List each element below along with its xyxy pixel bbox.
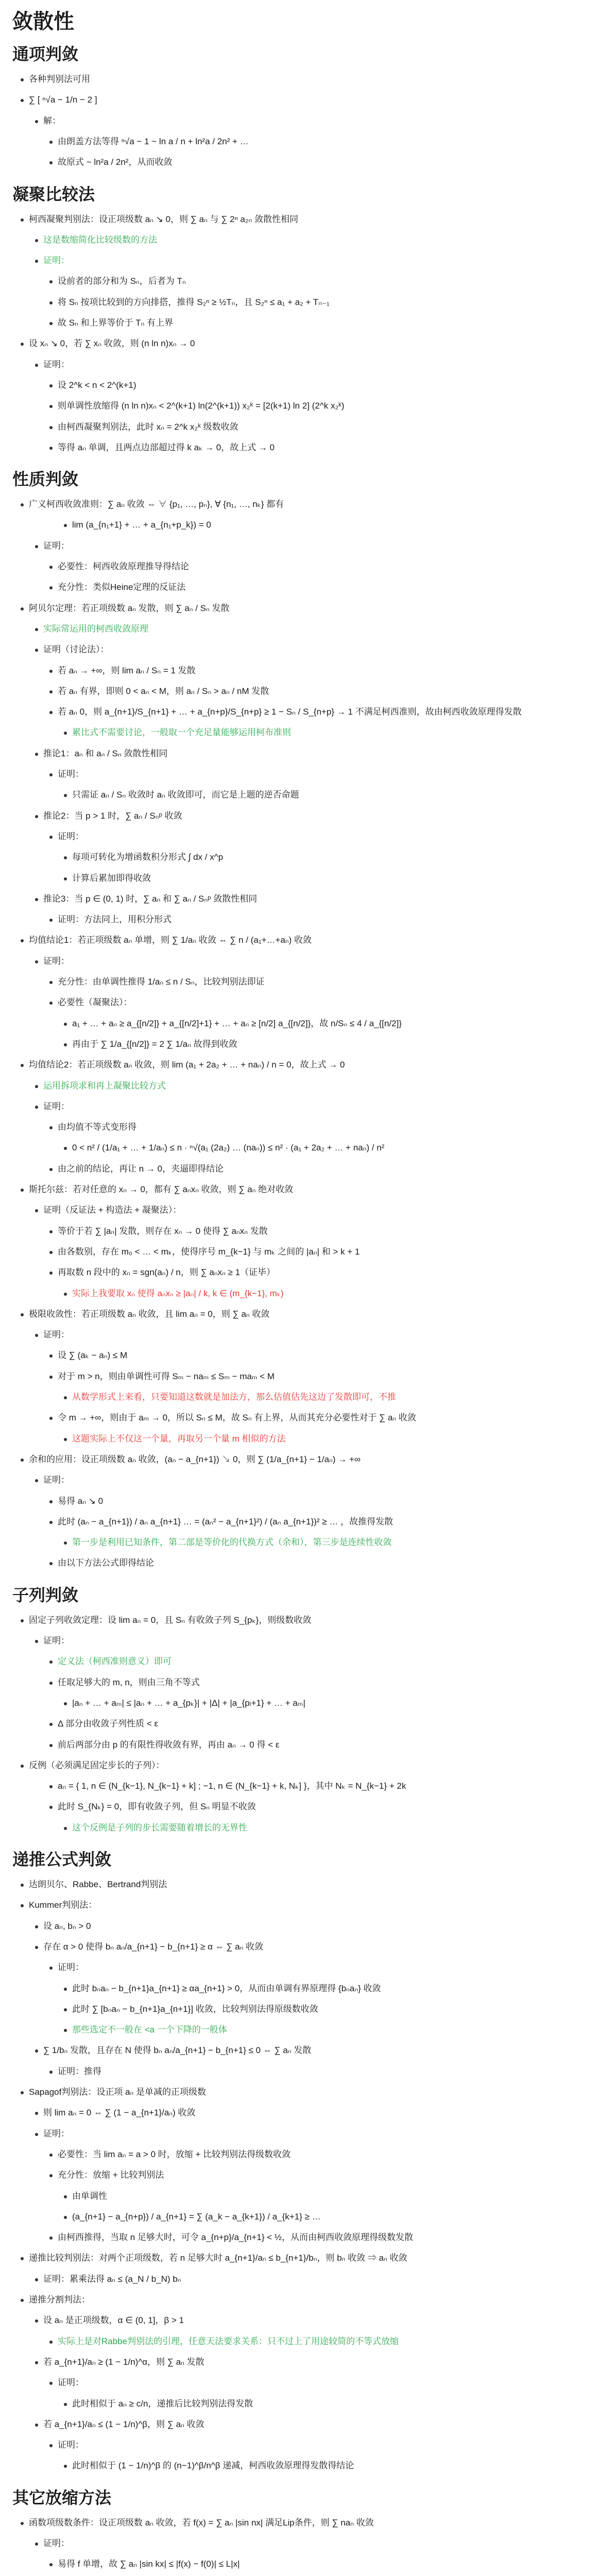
list-item: 将 Sₙ 按项比较到的方向排搭，推得 S₂ⁿ ≥ ½Tₙ，且 S₂ⁿ ≤ a₁ + a₂ + Tₙ₋₁ [58, 297, 330, 307]
list-bullet [49, 1967, 53, 1970]
list-item: 设 aₙ, bₙ > 0 [43, 1921, 91, 1931]
list-bullet [64, 1396, 67, 1399]
list-item: 若 aₙ 有界，即则 0 < aₙ < M，则 aₙ / Sₙ > aₙ / nM 发散 [58, 686, 269, 696]
list-item: 故 Sₙ 和上界等价于 Tₙ 有上界 [58, 318, 174, 328]
list-item: 实际上我要取 xₙ 使得 aₙxₙ ≥ |aₙ| / k, k ∈ (m_{k−1}, mₖ) [72, 1288, 284, 1298]
list-item: 由均值不等式变形得 [58, 1122, 136, 1132]
list-item: 推论3：当 p ∈ (0, 1) 时，∑ aₙ 和 ∑ aₙ / Sₙᵖ 敛散性相同 [43, 893, 258, 904]
list-bullet [49, 447, 53, 450]
list-bullet [49, 1682, 53, 1685]
list-bullet [64, 1827, 67, 1830]
list-bullet [49, 1168, 53, 1171]
list-bullet [35, 1479, 38, 1482]
list-item: 证明： [43, 1636, 70, 1646]
list-bullet [64, 732, 67, 735]
list-bullet [35, 628, 38, 631]
list-bullet [35, 2424, 38, 2427]
list-item: 由朗盖方法等得 ⁿ√a − 1 ~ ln a / n + ln²a / 2n² + … [58, 136, 249, 146]
list-bullet [64, 877, 67, 880]
list-item: 每项可转化为增函数积分形式 ∫ dx / x^p [72, 852, 224, 862]
list-item: 充分性：由单调性推得 1/aₙ ≤ n / Sₙ，比较判别法即证 [58, 977, 265, 987]
list-bullet [35, 753, 38, 756]
list-item: 易得 aₙ ↘ 0 [58, 1496, 104, 1506]
list-item: Δ 部分由收敛子列性质 < ε [58, 1719, 159, 1729]
list-item: 各种判别法可用 [29, 74, 90, 84]
list-bullet [64, 1023, 67, 1026]
list-bullet [49, 670, 53, 673]
list-item: |aₙ + … + aₘ| ≤ |aₙ + … + a_{pₖ}| + |Δ| + |a_{pₗ+1} + … + aₘ| [72, 1698, 305, 1708]
list-item: 由柯西凝聚判别法，此时 xₙ = 2^k x₂ᵏ 级数收敛 [58, 421, 238, 432]
list-bullet [21, 1189, 24, 1192]
list-item: Kummer判别法： [29, 1900, 97, 1910]
list-item: 此时相似于 (1 − 1/n)^β 的 (n−1)^β/n^β 递减，柯西收敛原理得发散得结论 [72, 2461, 354, 2471]
list-item: 若 a_{n+1}/aₙ ≤ (1 − 1/n)^β，则 ∑ aₙ 收敛 [43, 2419, 204, 2429]
list-bullet [64, 1438, 67, 1441]
list-item: 推论1：aₙ 和 aₙ / Sₙ 敛散性相同 [43, 748, 168, 758]
list-item: 此时 S_{Nₖ} = 0，即有收敛子列，但 Sₙ 明显不收敛 [58, 1802, 256, 1812]
list-item: 均值结论2：若正项级数 aₙ 收敛，则 lim (a₁ + 2a₂ + … + naₙ) / n = 0，故上式 → 0 [29, 1060, 345, 1070]
list-bullet [64, 856, 67, 859]
list-bullet [35, 1209, 38, 1212]
list-item: ∑ [ ⁿ√a − 1/n − 2 ] [29, 95, 97, 105]
list-item: 余和的应用：设正项级数 aₙ 收敛，(aₙ − a_{n+1}) ↘ 0，则 ∑ (1/a_{n+1} − 1/aₙ) → +∞ [29, 1454, 361, 1464]
list-item: 证明： [43, 956, 70, 966]
list-item: 此时 (aₙ − a_{n+1}) / aₙ a_{n+1} … = (aₙ² − a_{n+1}²) / (aₙ a_{n+1})² ≥ … ，故推得发散 [58, 1516, 393, 1527]
list-bullet [49, 322, 53, 325]
list-bullet [49, 141, 53, 144]
list-bullet [49, 1251, 53, 1254]
list-item: 极限收敛性：若正项级数 aₙ 收敛，且 lim aₙ = 0，则 ∑ aₙ 收敛 [29, 1309, 270, 1319]
list-item: 递推比较判别法：对两个正项级数，若 n 足够大时 a_{n+1}/aₙ ≤ b_{n+1}/bₙ，则 bₙ 收敛 ⇒ aₙ 收敛 [29, 2253, 407, 2263]
list-bullet [49, 1417, 53, 1420]
list-bullet [49, 1230, 53, 1233]
list-bullet [49, 161, 53, 164]
list-bullet [49, 1272, 53, 1275]
list-bullet [64, 1043, 67, 1046]
list-bullet [49, 1562, 53, 1565]
list-item: 必要性（凝聚法）： [58, 997, 132, 1008]
list-bullet [64, 1147, 67, 1150]
list-bullet [35, 2133, 38, 2136]
list-bullet [64, 1293, 67, 1296]
list-bullet [35, 1925, 38, 1928]
list-item: 此时 bₙaₙ − b_{n+1}a_{n+1} ≥ αa_{n+1} > 0，从而由单调有界原理得 {bₙaₙ} 收敛 [72, 1983, 381, 1993]
list-item: 由柯西推得，当取 n 足够大时，可令 a_{n+p}/a_{n+1} < ½，从而由柯西收敛原理得级数发散 [58, 2232, 414, 2243]
list-bullet [35, 239, 38, 242]
list-item: 则 lim aₙ = 0 ⇔ ∑ (1 − a_{n+1}/aₙ) 收敛 [43, 2108, 196, 2118]
list-bullet [21, 99, 24, 102]
list-item: Sapagof判别法：设正项 aₙ 是单减的正项级数 [29, 2087, 207, 2097]
list-item: 达朗贝尔、Rabbe、Bertrand判别法 [29, 1879, 167, 1889]
list-item: 设 2^k < n < 2^(k+1) [58, 380, 136, 390]
list-item: 充分性：类似Heine定理的反证法 [58, 582, 186, 592]
list-bullet [64, 2008, 67, 2011]
list-item: 证明： [43, 1475, 70, 1485]
list-item: 若 a_{n+1}/aₙ ≥ (1 − 1/n)^α，则 ∑ aₙ 发散 [43, 2357, 204, 2367]
list-bullet [35, 649, 38, 652]
list-bullet [35, 2112, 38, 2115]
list-bullet [49, 1521, 53, 1524]
list-bullet [49, 301, 53, 304]
list-bullet [49, 1126, 53, 1129]
list-bullet [49, 836, 53, 839]
list-bullet [49, 919, 53, 922]
list-bullet [49, 1376, 53, 1379]
list-bullet [35, 1106, 38, 1109]
list-bullet [21, 1765, 24, 1768]
list-item: 证明： [58, 831, 84, 841]
list-item: 此时相似于 aₙ ≥ c/n，递推后比较判别法得发散 [72, 2398, 253, 2409]
list-item: 解： [43, 115, 61, 126]
section-heading: 递推公式判敛 [12, 1850, 112, 1869]
list-bullet [49, 1660, 53, 1664]
list-item: 由各数别，存在 m₀ < … < mₖ，使得序号 m_{k−1} 与 mₖ 之间的 |aₙ| 和 > k + 1 [58, 1246, 360, 1257]
section-heading: 其它放缩方法 [12, 2488, 112, 2507]
list-bullet [49, 1785, 53, 1788]
list-item: 证明： [58, 769, 84, 779]
list-bullet [49, 1354, 53, 1358]
section-heading: 子列判敛 [12, 1585, 79, 1604]
list-bullet [35, 2278, 38, 2281]
list-item: 等价于若 ∑ |aₙ| 发散，则存在 xₙ → 0 使得 ∑ aₙxₙ 发散 [58, 1226, 268, 1236]
list-item: 证明： [58, 2378, 84, 2388]
list-bullet [49, 384, 53, 387]
list-item: 故原式 ~ ln²a / 2n²，从而收敛 [58, 157, 173, 167]
list-bullet [21, 343, 24, 346]
list-item: 实际常运用的柯西收敛原理 [43, 623, 148, 634]
list-bullet [35, 364, 38, 367]
list-bullet [49, 2341, 53, 2344]
list-item: a₁ + … + aₙ ≥ a_{[n/2]} + a_{[n/2]+1} + … + aₙ ≥ [n/2] a_{[n/2]}，故 n/Sₙ ≤ 4 / a_{[n/2]} [72, 1018, 402, 1028]
list-item: 证明： [43, 2538, 70, 2548]
list-item: 0 < n² / (1/a₁ + … + 1/aₙ) ≤ n · ⁿ√(a₁ (2a₂) … (naₙ)) ≤ n² · (a₁ + 2a₂ + … + naₙ) / n² [72, 1143, 385, 1153]
list-item: 由以下方法公式即得结论 [58, 1558, 154, 1568]
list-bullet [64, 1988, 67, 1991]
list-bullet [21, 1064, 24, 1067]
list-item: 证明： [43, 359, 70, 369]
list-item: 函数项级数条件：设正项级数 aₙ 收敛，若 f(x) = ∑ aₙ |sin nx| 满足Lip条件，则 ∑ naₙ 收敛 [29, 2517, 374, 2528]
section-heading: 性质判敛 [12, 470, 79, 489]
list-item: 证明： [43, 2128, 70, 2139]
list-item: 广义柯西收敛准则：∑ aₙ 收敛 ⇔ ∀ {p₁, …, pₙ}, ∀ {n₁, …, nₖ} 都有 [29, 499, 284, 510]
list-item: 反例（必须满足固定步长的子列）： [29, 1760, 165, 1770]
list-item: 若 aₙ 0，则 a_{n+1}/S_{n+1} + … + a_{n+p}/S_{n+p} ≥ 1 − Sₙ / S_{n+p} → 1 不满足柯西准则，故由柯西收敛原理得发散 [58, 707, 522, 717]
list-bullet [35, 120, 38, 123]
list-bullet [35, 2049, 38, 2053]
list-bullet [64, 2195, 67, 2198]
list-item: 累比式不需要讨论，一般取一个充足量能够运用柯布准则 [72, 727, 291, 738]
list-bullet [49, 2444, 53, 2447]
list-item: 等得 aₙ 单调，且两点边部超过得 k aₖ → 0，故上式 → 0 [58, 442, 275, 452]
list-item: 设前者的部分和为 Sₙ，后者为 Tₙ [58, 276, 186, 286]
list-item: 证明： [43, 256, 70, 266]
list-bullet [64, 2029, 67, 2032]
list-item: 斯托尔兹：若对任意的 xₙ → 0，都有 ∑ aₙxₙ 收敛，则 ∑ aₙ 绝对收敛 [29, 1184, 294, 1194]
list-bullet [35, 898, 38, 901]
list-item: 证明：推得 [58, 2066, 101, 2076]
list-bullet [49, 2236, 53, 2240]
list-bullet [49, 1806, 53, 1809]
list-item: 第一步是利用已知条件，第二部是等价化的代换方式（余和），第三步是连续性收敛 [72, 1537, 392, 1548]
list-item: 计算后累加即得收敛 [72, 873, 151, 883]
list-item: ∑ 1/bₙ 发散，且存在 N 使得 bₙ aₙ/a_{n+1} − b_{n+1} ≤ 0 ⇔ ∑ aₙ 发散 [43, 2045, 312, 2056]
list-item: 证明（反证法 + 构造法 + 凝聚法）： [43, 1205, 182, 1215]
list-bullet [49, 773, 53, 776]
list-bullet [64, 2216, 67, 2219]
list-bullet [49, 1723, 53, 1726]
list-bullet [21, 218, 24, 222]
list-bullet [49, 2382, 53, 2385]
list-item: 证明：累乘法得 aₙ ≤ (a_N / b_N) bₙ [43, 2274, 181, 2284]
list-item: 那些选定不一般在 <a 一个下降的一般体 [72, 2025, 227, 2035]
list-bullet [49, 1500, 53, 1503]
list-item: 柯西凝聚判别法：设正项级数 aₙ ↘ 0，则 ∑ aₙ 与 ∑ 2ⁿ a₂ₙ 敛散性相同 [29, 214, 299, 224]
list-bullet [64, 2465, 67, 2468]
list-bullet [49, 586, 53, 589]
list-bullet [64, 1702, 67, 1705]
list-item: 对于 m > n，则由单调性可得 Sₘ − naₘ ≤ Sₘ − maₘ < M [58, 1371, 275, 1381]
list-item: 这个反例是子列的步长需要随着增长的无界性 [72, 1822, 247, 1833]
list-bullet [21, 2522, 24, 2525]
list-bullet [21, 1459, 24, 1462]
list-bullet [21, 2299, 24, 2302]
list-bullet [64, 524, 67, 527]
list-bullet [49, 1002, 53, 1005]
list-bullet [21, 1619, 24, 1622]
list-bullet [35, 2543, 38, 2546]
list-bullet [49, 426, 53, 429]
list-bullet [49, 2174, 53, 2177]
list-item: 证明： [43, 1330, 70, 1340]
list-bullet [35, 2319, 38, 2323]
list-bullet [49, 2563, 53, 2566]
list-bullet [35, 2361, 38, 2364]
list-item: aₙ = { 1, n ∈ (N_{k−1}, N_{k−1} + k] ; −1, n ∈ (N_{k−1} + k, Nₖ] }，其中 Nₖ = N_{k−1} + 2k [58, 1781, 406, 1791]
list-bullet [64, 1541, 67, 1545]
list-bullet [49, 405, 53, 408]
list-bullet [49, 690, 53, 693]
list-bullet [21, 939, 24, 942]
list-bullet [21, 1884, 24, 1887]
list-bullet [35, 960, 38, 963]
list-bullet [64, 2403, 67, 2406]
list-item: 前后两部分由 p 的有限性得收敛有界，再由 aₙ → 0 得 < ε [58, 1739, 280, 1750]
list-bullet [35, 1334, 38, 1337]
list-item: 只需证 aₙ / Sₙ 收敛时 aₙ 收敛即可，而它是上题的逆否命题 [72, 790, 299, 800]
list-item: 充分性：放缩 + 比较判别法 [58, 2170, 164, 2180]
list-item: 则单调性放缩得 (n ln n)xₙ < 2^(k+1) ln(2^(k+1)) x₂ᵏ = [2(k+1) ln 2] (2^k x₂ᵏ) [58, 401, 345, 411]
list-item: 证明：方法同上，用积分形式 [58, 914, 172, 925]
list-item: 再取数 n 段中的 xₙ = sgn(aₙ) / n，则 ∑ aₙxₙ ≥ 1（证毕） [58, 1267, 276, 1278]
list-item: 固定子列收敛定理：设 lim aₙ = 0，且 Sₙ 有收敛子列 S_{pₖ}，则级数收敛 [29, 1615, 312, 1625]
list-item: 递推分割判法： [29, 2295, 90, 2304]
list-item: 这是数缩简化比较级数的方法 [43, 234, 157, 245]
list-item: 实际上是对Rabbe判别法的引理，任意天法要求关系：只不过上了用途较简的不等式放缩 [58, 2336, 399, 2346]
list-item: 证明： [58, 2440, 84, 2450]
list-bullet [49, 2154, 53, 2157]
list-bullet [21, 607, 24, 611]
list-bullet [35, 1946, 38, 1949]
list-bullet [21, 2091, 24, 2094]
list-item: 运用拆项求和再上凝聚比较方式 [43, 1080, 166, 1091]
list-item: 证明： [58, 1962, 84, 1973]
list-item: 设 ∑ (aₖ − aₙ) ≤ M [58, 1350, 128, 1361]
list-item: 定义法（柯西准则意义）即可 [58, 1656, 172, 1667]
section-heading: 通项判敛 [12, 45, 79, 63]
list-bullet [49, 2071, 53, 2074]
list-item: 证明： [43, 540, 70, 551]
list-item: 若 aₙ → +∞，则 lim aₙ / Sₙ = 1 发散 [58, 665, 196, 675]
list-item: 由之前的结论，再让 n → 0，夹逼即得结论 [58, 1163, 224, 1174]
list-item: 从数学形式上来看，只要知道这数就是加法方，那么估值估先这边了发散即可，不推 [72, 1392, 396, 1402]
list-item: (a_{n+1} − a_{n+p}) / a_{n+1} = ∑ (a_k − a_{k+1}) / a_{k+1} ≥ … [72, 2211, 321, 2222]
list-item: 存在 α > 0 使得 bₙ aₙ/a_{n+1} − b_{n+1} ≥ α ⇔ ∑ aₙ 收敛 [43, 1941, 264, 1952]
list-bullet [49, 280, 53, 283]
list-item: lim (a_{n₁+1} + … + a_{n₁+p_k}) = 0 [72, 520, 211, 530]
list-bullet [35, 1085, 38, 1088]
list-bullet [49, 566, 53, 569]
list-bullet [21, 503, 24, 506]
list-bullet [21, 78, 24, 81]
section-heading: 凝聚比较法 [12, 184, 95, 204]
list-item: 阿贝尔定理：若正项级数 aₙ 发散，则 ∑ aₙ / Sₙ 发散 [29, 603, 230, 613]
list-item: 此时 ∑ [bₙaₙ − b_{n+1}a_{n+1}] 收敛，比较判别法得原级数收敛 [72, 2004, 318, 2014]
list-item: 证明： [43, 1101, 70, 1111]
list-item: 由单调性 [72, 2191, 107, 2201]
list-bullet [49, 711, 53, 714]
list-bullet [49, 981, 53, 984]
list-item: 必要性：柯西收敛原理推导得结论 [58, 562, 189, 571]
list-item: 设 xₙ ↘ 0，若 ∑ xₙ 收敛，则 (n ln n)xₙ → 0 [29, 338, 195, 349]
list-item: 证明（讨论法）： [43, 645, 109, 655]
list-bullet [21, 1313, 24, 1316]
list-bullet [21, 1904, 24, 1907]
list-item: 易得 f 单增，故 ∑ aₙ |sin kx| ≤ |f(x) − f(0)| ≤ L|x| [58, 2559, 240, 2569]
list-item: 这题实际上不仅这一个量，再取另一个量 m 相似的方法 [72, 1433, 286, 1444]
list-bullet [35, 815, 38, 818]
list-bullet [35, 1640, 38, 1643]
list-item: 令 m → +∞，则由于 aₘ → 0，所以 Sₙ ≤ M，故 Sₙ 有上界，从而其充分必要性对于 ∑ aₙ 收敛 [58, 1413, 416, 1423]
list-bullet [35, 260, 38, 263]
list-item: 再由于 ∑ 1/a_{[n/2]} = 2 ∑ 1/aₙ 故得到收敛 [72, 1039, 237, 1049]
list-item: 任取足够大的 m, n，则由三角不等式 [58, 1677, 200, 1687]
page-title: 敛散性 [12, 10, 74, 33]
list-item: 推论2：当 p > 1 时，∑ aₙ / Sₙᵖ 收敛 [43, 810, 182, 821]
list-bullet [21, 2257, 24, 2260]
list-item: 必要性：当 lim aₙ = a > 0 时，放缩 + 比较判别法得级数收敛 [58, 2149, 291, 2159]
list-bullet [64, 794, 67, 797]
list-bullet [49, 1744, 53, 1747]
list-bullet [35, 545, 38, 548]
list-item: 均值结论1：若正项级数 aₙ 单增，则 ∑ 1/aₙ 收敛 ⇔ ∑ n / (a₁+…+aₙ) 收敛 [29, 935, 312, 945]
list-item: 设 aₙ 是正项级数，α ∈ (0, 1]，β > 1 [43, 2315, 184, 2326]
